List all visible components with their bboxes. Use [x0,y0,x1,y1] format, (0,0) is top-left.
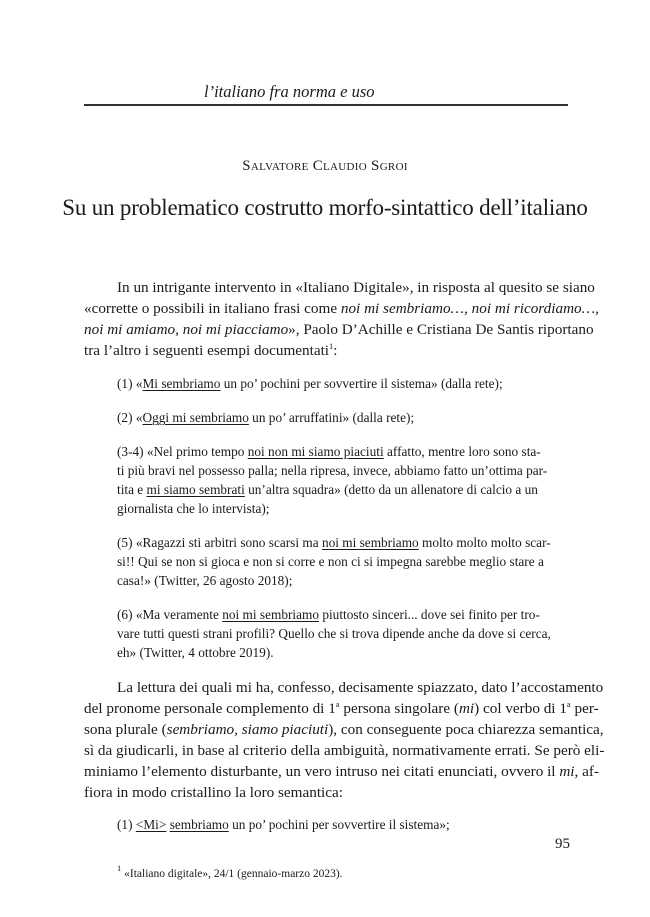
text-line: ti più bravi nel possesso palla; nella ripresa, invece, abbiamo fatto un’ottima par- [117,463,548,478]
underlined-phrase: Oggi mi sembriamo [142,410,249,425]
text-line: tra l’altro i seguenti esempi documentati$^1$: [84,341,338,359]
text-line: sona plurale (sembriamo, siamo piaciuti), con conseguente poca chiarezza semantica, [84,721,604,738]
text-line: del pronome personale complemento di 1$^a$ persona singolare (mi) col verbo di 1$^a$ per- [84,699,599,717]
text-line: vare tutti questi strani profili? Quello che si trova dipende anche da dove si cerca, [117,626,551,641]
footnote-marker: 1 [329,341,334,351]
text-line: sì da giudicarli, in base al criterio della ambiguità, normativamente errati. Se però eli- [84,742,605,759]
running-head-rule [84,104,568,106]
text-line: (6) «Ma veramente noi mi sembriamo piuttosto sinceri... dove sei finito per tro- [117,607,540,622]
text-line: casa!» (Twitter, 26 agosto 2018); [117,573,293,588]
text-line: noi mi amiamo, noi mi piacciamo», Paolo D’Achille e Cristiana De Santis riportano [84,321,594,338]
text-line: fiora in modo cristallino la loro semantica: [84,784,343,801]
footnote-text: «Italiano digitale», 24/1 (gennaio-marzo 2023). [121,868,343,880]
underlined-phrase: noi non mi siamo piaciuti [247,444,384,459]
running-head-text: l’italiano fra norma e uso [204,82,375,101]
example-2: (2) «Oggi mi sembriamo un po’ arruffatini» (dalla rete); [117,410,415,425]
text-line: «corrette o possibili in italiano frasi come noi mi sembriamo…, noi mi ricordiamo…, [84,300,599,317]
author-first-names: Salvatore Claudio [242,158,367,174]
text-line: si!! Qui se non si gioca e non si corre e non ci si impegna sarebbe meglio stare a [117,554,544,569]
text-line: In un intrigante intervento in «Italiano Digitale», in risposta al quesito se siano [117,279,595,296]
underlined-phrase: mi siamo sembrati [146,482,245,497]
underlined-phrase: Mi sembriamo [142,376,221,391]
text-line: (5) «Ragazzi sti arbitri sono scarsi ma noi mi sembriamo molto molto molto scar- [117,535,551,550]
text-line: (3-4) «Nel primo tempo noi non mi siamo piaciuti affatto, mentre loro sono sta- [117,444,541,459]
footnote [117,863,343,880]
page-number: 95 [555,836,570,852]
footnote-number: 1 [117,863,122,873]
text-line: giornalista che lo intervista); [117,501,270,516]
example-1: (1) «Mi sembriamo un po’ pochini per sovvertire il sistema» (dalla rete); [117,376,503,391]
underlined-phrase: <Mi> [135,817,167,832]
text-line: miniamo l’elemento disturbante, un vero intruso nei citati enunciati, ovvero il mi, af- [84,763,599,780]
author-surname: Sgroi [371,158,408,174]
example-1-revisited: (1) <Mi> sembriamo un po’ pochini per sovvertire il sistema»; [117,817,450,832]
underlined-phrase: noi mi sembriamo [321,535,419,550]
underlined-phrase: sembriamo [169,817,229,832]
text-line: La lettura dei quali mi ha, confesso, decisamente spiazzato, dato l’accostamento [117,679,604,696]
underlined-phrase: noi mi sembriamo [222,607,319,622]
article-title: Su un problematico costrutto morfo-sintattico dell’italiano [62,195,588,220]
text-line: tita e mi siamo sembrati un’altra squadra» (detto da un allenatore di calcio a un [117,482,538,497]
article-author [0,158,650,175]
text-line: eh» (Twitter, 4 ottobre 2019). [117,645,274,660]
